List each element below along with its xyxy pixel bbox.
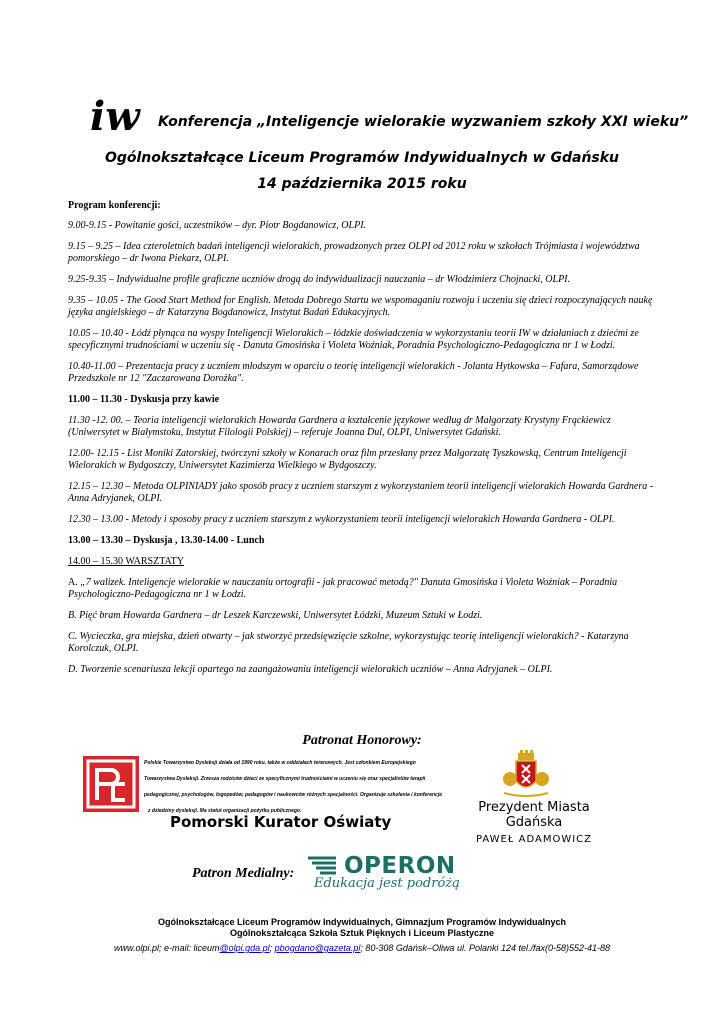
pts-line: pedagogicznej, psychologów, logopedów, pedagogów i naukowców różnych specjalności. Organizuje szkolenia i konferencje — [144, 792, 443, 798]
workshop-item: D. Tworzenie scenariusza lekcji opartego na zaangażowaniu inteligencji wielorakich uczniów – Anna Adryjanek – OLPI. — [68, 664, 553, 675]
program-item: 10.05 – 10.40 - Łódź płynąca na wyspy Inteligencji Wielorakich – łódzkie doświadczenia w wykorzystaniu teorii IW w działaniach z dziećmi ze specyficznymi trudnościami w uczeniu się - Danuta Gmosińska i Violeta Woźniak, Poradnia Psychologiczno-Pedagogiczna nr 1 w Łodzi. — [68, 328, 639, 351]
operon-tagline: Edukacja jest podróżą — [314, 876, 460, 891]
president-badge — [452, 796, 616, 845]
program-item: 12.15 – 12.30 – Metoda OLPINIADY jako sposób pracy z uczniem starszym z wykorzystaniem teorii inteligencji wielorakich Howarda Gardnera - Anna Adryjanek, OLPI. — [68, 481, 654, 504]
program-heading: Program konferencji: — [68, 200, 161, 211]
kurator-name: Pomorski Kurator Oświaty — [170, 813, 392, 831]
email-link[interactable]: @olpi.gda.pl — [219, 943, 270, 953]
footer-institution — [0, 917, 724, 939]
pts-description — [144, 755, 444, 819]
program — [68, 200, 660, 685]
media-patron-heading: Patron Medialny: — [192, 866, 295, 881]
footer-contact — [0, 943, 724, 953]
footer-line: Ogólnokształcące Liceum Programów Indywidualnych, Gimnazjum Programów Indywidualnych — [157, 917, 567, 927]
program-item: 12.00- 12.15 - List Moniki Zatorskiej, twórczyni szkoły w Konarach oraz film przesłany przez Małgorzatę Tyszkowską, Centrum Inteligencji Wielorakich w Bydgoszczy, Uniwersytet Kazimierza Wielkiego w Bydgoszczy. — [68, 448, 627, 471]
pts-line: z dziedziny dysleksji. Ma statut organizacji pożytku publicznego. — [148, 808, 302, 814]
footer-line: Ogólnokształcąca Szkoła Sztuk Pięknych i Liceum Plastyczne — [229, 928, 495, 938]
iw-logo-icon — [88, 96, 154, 136]
pts-logo-icon — [83, 756, 139, 812]
program-item: 12.30 – 13.00 - Metody i sposoby pracy z uczniem starszym z wykorzystaniem teorii inteligencji wielorakich Howarda Gardnera - OLPI. — [68, 514, 615, 525]
program-item: 9.25-9.35 – Indywidualne profile graficzne uczniów drogą do indywidualizacji nauczania – dr Włodzimierz Chojnacki, OLPI. — [68, 274, 571, 285]
workshop-item: B. Pięć bram Howarda Gardnera – dr Leszek Karczewski, Uniwersytet Łódzki, Muzeum Sztuki w Łodzi. — [68, 610, 483, 621]
workshop-item — [68, 577, 660, 601]
email-link[interactable]: pbogdano@gazeta.pl — [274, 943, 361, 953]
program-item: 11.30 -12. 00. – Teoria inteligencji wielorakich Howarda Gardnera a kształcenie językowe według dr Małgorzaty Krystyny Frąckiewicz (Uniwersytet w Białymstoku, Instytut Filologii Polskiej) – referuje Joanna Dul, OLPI, Uniwersytet Gdański. — [68, 415, 611, 438]
operon-logo-text: OPERON — [344, 853, 456, 879]
iw-logo-text: iw — [90, 96, 140, 136]
workshop-prefix: A. — [68, 577, 81, 588]
patronage-heading: Patronat Honorowy: — [302, 733, 422, 748]
lunch-break: 13.00 – 13.30 – Dyskusja , 13.30-14.00 - Lunch — [68, 535, 265, 546]
workshop-item: C. Wycieczka, gra miejska, dzień otwarty – jak stworzyć przedsięwzięcie szkolne, wykorzystując teorię inteligencji wielorakich? - Katarzyna Korolczuk, OLPI. — [68, 631, 629, 654]
president-title: Prezydent Miasta Gdańska — [478, 800, 590, 830]
workshops-heading: 14.00 – 15.30 WARSZTATY — [68, 556, 184, 567]
footer-sep: ; — [269, 943, 275, 953]
workshop-text: „7 walizek. Inteligencje wielorakie w nauczaniu ortografii - jak pracować metodą?" Danuta Gmosińska i Violeta Woźniak – Poradnia Psychologiczno-Pedagogiczna nr 1 w Łodzi. — [68, 577, 618, 600]
footer-address: ; 80-308 Gdańsk–Oliwa ul. Polanki 124 tel./fax(0-58)552-41-88 — [360, 943, 611, 953]
gdansk-crest-icon — [496, 749, 556, 799]
program-item: 9.15 – 9.25 – Idea czteroletnich badań inteligencji wielorakich, prowadzonych przez OLPI od 2012 roku w szkołach Trójmiasta i województwa pomorskiego – dr Iwona Piekarz, OLPI. — [68, 241, 640, 264]
program-item: 9.00-9.15 - Powitanie gości, uczestników – dyr. Piotr Bogdanowicz, OLPI. — [68, 220, 367, 231]
coffee-break: 11.00 – 11.30 - Dyskusja przy kawie — [68, 394, 220, 405]
pts-line: Towarzystwa Dysleksji. Zrzesza rodziców dzieci ze specyficznymi trudnościami w uczeniu się oraz specjalistów terapii — [144, 776, 426, 782]
conference-title: Konferencja „Inteligencje wielorakie wyzwaniem szkoły XXI wieku” — [158, 114, 689, 130]
president-name: PAWEŁ ADAMOWICZ — [475, 834, 593, 845]
school-title: Ogólnokształcące Liceum Programów Indywidualnych w Gdańsku — [104, 150, 620, 166]
program-item: 9.35 – 10.05 - The Good Start Method for English. Metoda Dobrego Startu we wspomaganiu rozwoju i uczeniu się dzieci rozpoczynających naukę języka angielskiego – dr Katarzyna Bogdanowicz, Instytut Badań Edukacyjnych. — [68, 295, 653, 318]
conference-date: 14 października 2015 roku — [257, 176, 467, 192]
operon-logo-icon — [306, 855, 344, 877]
pts-line: Polskie Towarzystwo Dysleksji działa od 1990 roku, także w oddziałach terenowych. Jest członkiem Europejskiego — [144, 760, 416, 766]
footer-web: www.olpi.pl; e-mail: liceum — [113, 943, 220, 953]
program-item: 10.40-11.00 – Prezentacja pracy z uczniem młodszym w oparciu o teorię inteligencji wielorakich - Jolanta Hytkowska – Fafara, Samorządowe Przedszkole nr 12 "Zaczarowana Dorożka". — [68, 361, 639, 384]
